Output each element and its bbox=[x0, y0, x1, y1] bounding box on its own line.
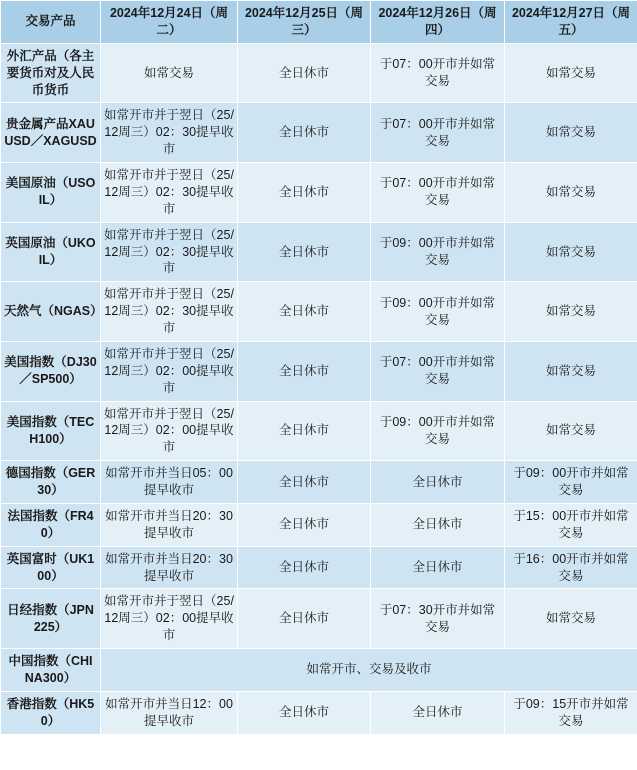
product-name: 英国富时（UK100） bbox=[1, 546, 101, 589]
header-cell-date-1: 2024年12月24日（周二） bbox=[101, 1, 238, 44]
schedule-cell: 如常交易 bbox=[101, 43, 238, 103]
table-body bbox=[1, 43, 637, 734]
schedule-cell: 如常交易 bbox=[505, 103, 637, 163]
schedule-cell: 于09：00开市并如常交易 bbox=[371, 401, 505, 461]
schedule-cell: 于09：00开市并如常交易 bbox=[505, 461, 637, 504]
schedule-cell: 全日休市 bbox=[371, 461, 505, 504]
table-row bbox=[1, 649, 637, 692]
schedule-cell: 全日休市 bbox=[238, 461, 371, 504]
schedule-cell: 于15：00开市并如常交易 bbox=[505, 503, 637, 546]
table-row bbox=[1, 461, 637, 504]
schedule-cell: 于07：00开市并如常交易 bbox=[371, 103, 505, 163]
schedule-cell: 全日休市 bbox=[238, 401, 371, 461]
table-row bbox=[1, 103, 637, 163]
schedule-cell: 全日休市 bbox=[238, 103, 371, 163]
product-name: 美国原油（USOIL） bbox=[1, 163, 101, 223]
product-name: 美国指数（DJ30／SP500） bbox=[1, 341, 101, 401]
schedule-cell: 于16：00开市并如常交易 bbox=[505, 546, 637, 589]
schedule-cell: 全日休市 bbox=[238, 282, 371, 342]
product-name: 德国指数（GER30） bbox=[1, 461, 101, 504]
table-row bbox=[1, 163, 637, 223]
header-cell-date-4: 2024年12月27日（周五） bbox=[505, 1, 637, 44]
schedule-cell: 如常交易 bbox=[505, 589, 637, 649]
schedule-cell: 全日休市 bbox=[238, 163, 371, 223]
schedule-cell: 全日休市 bbox=[371, 546, 505, 589]
schedule-cell: 如常交易 bbox=[505, 222, 637, 282]
schedule-cell: 于07：00开市并如常交易 bbox=[371, 341, 505, 401]
schedule-cell: 全日休市 bbox=[238, 589, 371, 649]
schedule-cell: 全日休市 bbox=[371, 503, 505, 546]
product-name: 天然气（NGAS） bbox=[1, 282, 101, 342]
header-row bbox=[1, 1, 637, 44]
header-cell-date-3: 2024年12月26日（周四） bbox=[371, 1, 505, 44]
schedule-cell: 于07：00开市并如常交易 bbox=[371, 43, 505, 103]
schedule-cell: 如常开市并于翌日（25/12周三）02：30提早收市 bbox=[101, 163, 238, 223]
table-row bbox=[1, 282, 637, 342]
schedule-cell: 全日休市 bbox=[238, 503, 371, 546]
schedule-cell: 如常开市并于翌日（25/12周三）02：00提早收市 bbox=[101, 589, 238, 649]
schedule-cell: 如常开市并当日12：00提早收市 bbox=[101, 691, 238, 734]
table-header bbox=[1, 1, 637, 44]
header-cell-product: 交易产品 bbox=[1, 1, 101, 44]
schedule-cell: 如常开市并于翌日（25/12周三）02：30提早收市 bbox=[101, 222, 238, 282]
schedule-cell: 全日休市 bbox=[238, 341, 371, 401]
product-name: 贵金属产品XAUUSD／XAGUSD bbox=[1, 103, 101, 163]
product-name: 英国原油（UKOIL） bbox=[1, 222, 101, 282]
schedule-cell: 如常开市并于翌日（25/12周三）02：00提早收市 bbox=[101, 401, 238, 461]
schedule-cell: 如常开市并当日20：30提早收市 bbox=[101, 546, 238, 589]
schedule-cell: 如常开市并于翌日（25/12周三）02：00提早收市 bbox=[101, 341, 238, 401]
schedule-cell: 于09：15开市并如常交易 bbox=[505, 691, 637, 734]
table-row bbox=[1, 401, 637, 461]
schedule-cell: 全日休市 bbox=[371, 691, 505, 734]
table-row bbox=[1, 43, 637, 103]
table-row bbox=[1, 691, 637, 734]
schedule-cell: 如常开市并于翌日（25/12周三）02：30提早收市 bbox=[101, 103, 238, 163]
schedule-cell: 如常交易 bbox=[505, 341, 637, 401]
table-row bbox=[1, 503, 637, 546]
schedule-cell: 于09：00开市并如常交易 bbox=[371, 222, 505, 282]
schedule-cell: 如常交易 bbox=[505, 163, 637, 223]
schedule-cell: 如常开市并于翌日（25/12周三）02：30提早收市 bbox=[101, 282, 238, 342]
product-name: 日经指数（JPN225） bbox=[1, 589, 101, 649]
schedule-cell: 于07：30开市并如常交易 bbox=[371, 589, 505, 649]
product-name: 香港指数（HK50） bbox=[1, 691, 101, 734]
schedule-cell: 全日休市 bbox=[238, 691, 371, 734]
schedule-cell: 如常交易 bbox=[505, 43, 637, 103]
table-row bbox=[1, 546, 637, 589]
schedule-cell-merged: 如常开市、交易及收市 bbox=[101, 649, 637, 692]
table-row bbox=[1, 589, 637, 649]
schedule-cell: 于07：00开市并如常交易 bbox=[371, 163, 505, 223]
schedule-cell: 如常交易 bbox=[505, 282, 637, 342]
product-name: 美国指数（TECH100） bbox=[1, 401, 101, 461]
schedule-cell: 全日休市 bbox=[238, 546, 371, 589]
schedule-cell: 如常开市并当日05：00提早收市 bbox=[101, 461, 238, 504]
schedule-cell: 全日休市 bbox=[238, 43, 371, 103]
schedule-cell: 全日休市 bbox=[238, 222, 371, 282]
product-name: 法国指数（FR40） bbox=[1, 503, 101, 546]
product-name: 外汇产品（各主要货币对及人民币货币 bbox=[1, 43, 101, 103]
table-row bbox=[1, 341, 637, 401]
table-row bbox=[1, 222, 637, 282]
schedule-cell: 如常开市并当日20：30提早收市 bbox=[101, 503, 238, 546]
header-cell-date-2: 2024年12月25日（周三） bbox=[238, 1, 371, 44]
schedule-cell: 如常交易 bbox=[505, 401, 637, 461]
product-name: 中国指数（CHINA300） bbox=[1, 649, 101, 692]
schedule-cell: 于09：00开市并如常交易 bbox=[371, 282, 505, 342]
